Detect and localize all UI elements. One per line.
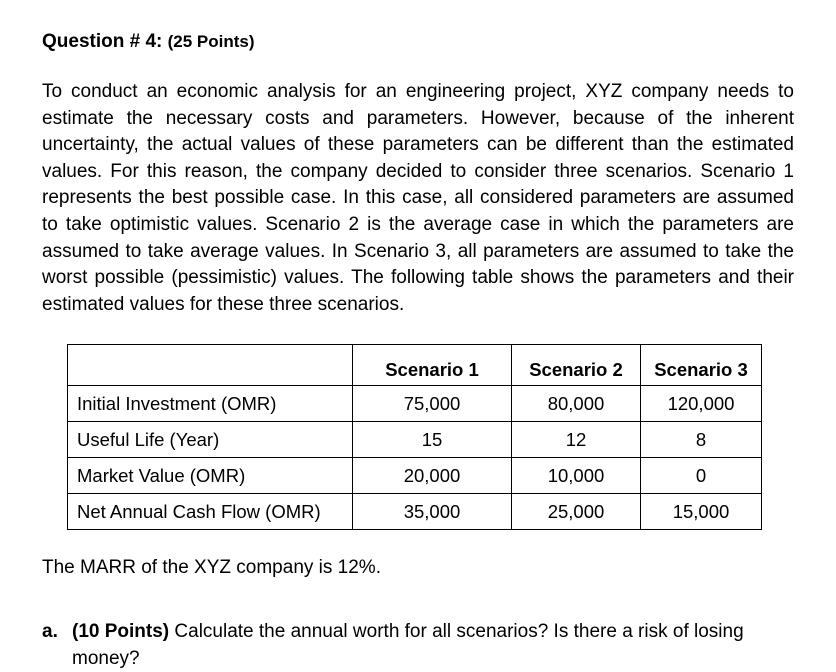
table-cell: 35,000 [353,494,512,530]
table-header-row [68,345,762,386]
table-cell: 15,000 [641,494,762,530]
question-points: (25 Points) [167,32,255,51]
table-header-cell: Scenario 3 [641,345,762,386]
question-title: Question # 4: [42,31,163,52]
part-a-line2: money? [72,647,140,669]
table-row [68,494,762,530]
table-cell: 8 [641,422,762,458]
table-cell: 20,000 [353,458,512,494]
question-heading [42,31,255,53]
table-cell: 75,000 [353,386,512,422]
table-header-cell [68,345,353,386]
table-cell: 25,000 [512,494,641,530]
table-header-cell: Scenario 1 [353,345,512,386]
part-a-line1 [42,619,794,646]
table-cell: 12 [512,422,641,458]
row-label: Net Annual Cash Flow (OMR) [68,494,353,530]
intro-paragraph: To conduct an economic analysis for an engineering project, XYZ company needs to estimate the necessary costs and parameters. However, because of the inherent uncertainty, the actual values of these parameters can be different than the estimated values. For this reason, the company decided to consider three scenarios. Scenario 1 represents the best possible case. In this case, all considered parameters are assumed to take optimistic values. Scenario 2 is the average case in which the parameters are assumed to take average values. In Scenario 3, all parameters are assumed to take the worst possible (pessimistic) values. The following table shows the parameters and their estimated values for these three scenarios. [42,81,794,315]
part-a-text: Calculate the annual worth for all scenarios? Is there a risk of losing [169,621,744,642]
parameters-table [67,344,762,530]
table-cell: 80,000 [512,386,641,422]
row-label: Market Value (OMR) [68,458,353,494]
table-row [68,458,762,494]
part-a-points: (10 Points) [72,621,170,642]
marr-statement: The MARR of the XYZ company is 12%. [42,557,381,578]
row-label: Useful Life (Year) [68,422,353,458]
table-row [68,386,762,422]
part-a-question [42,619,794,672]
table-cell: 15 [353,422,512,458]
table-cell: 120,000 [641,386,762,422]
part-a-letter: a. [42,621,58,642]
table-cell: 10,000 [512,458,641,494]
table-cell: 0 [641,458,762,494]
table-header-cell: Scenario 2 [512,345,641,386]
table-row [68,422,762,458]
row-label: Initial Investment (OMR) [68,386,353,422]
